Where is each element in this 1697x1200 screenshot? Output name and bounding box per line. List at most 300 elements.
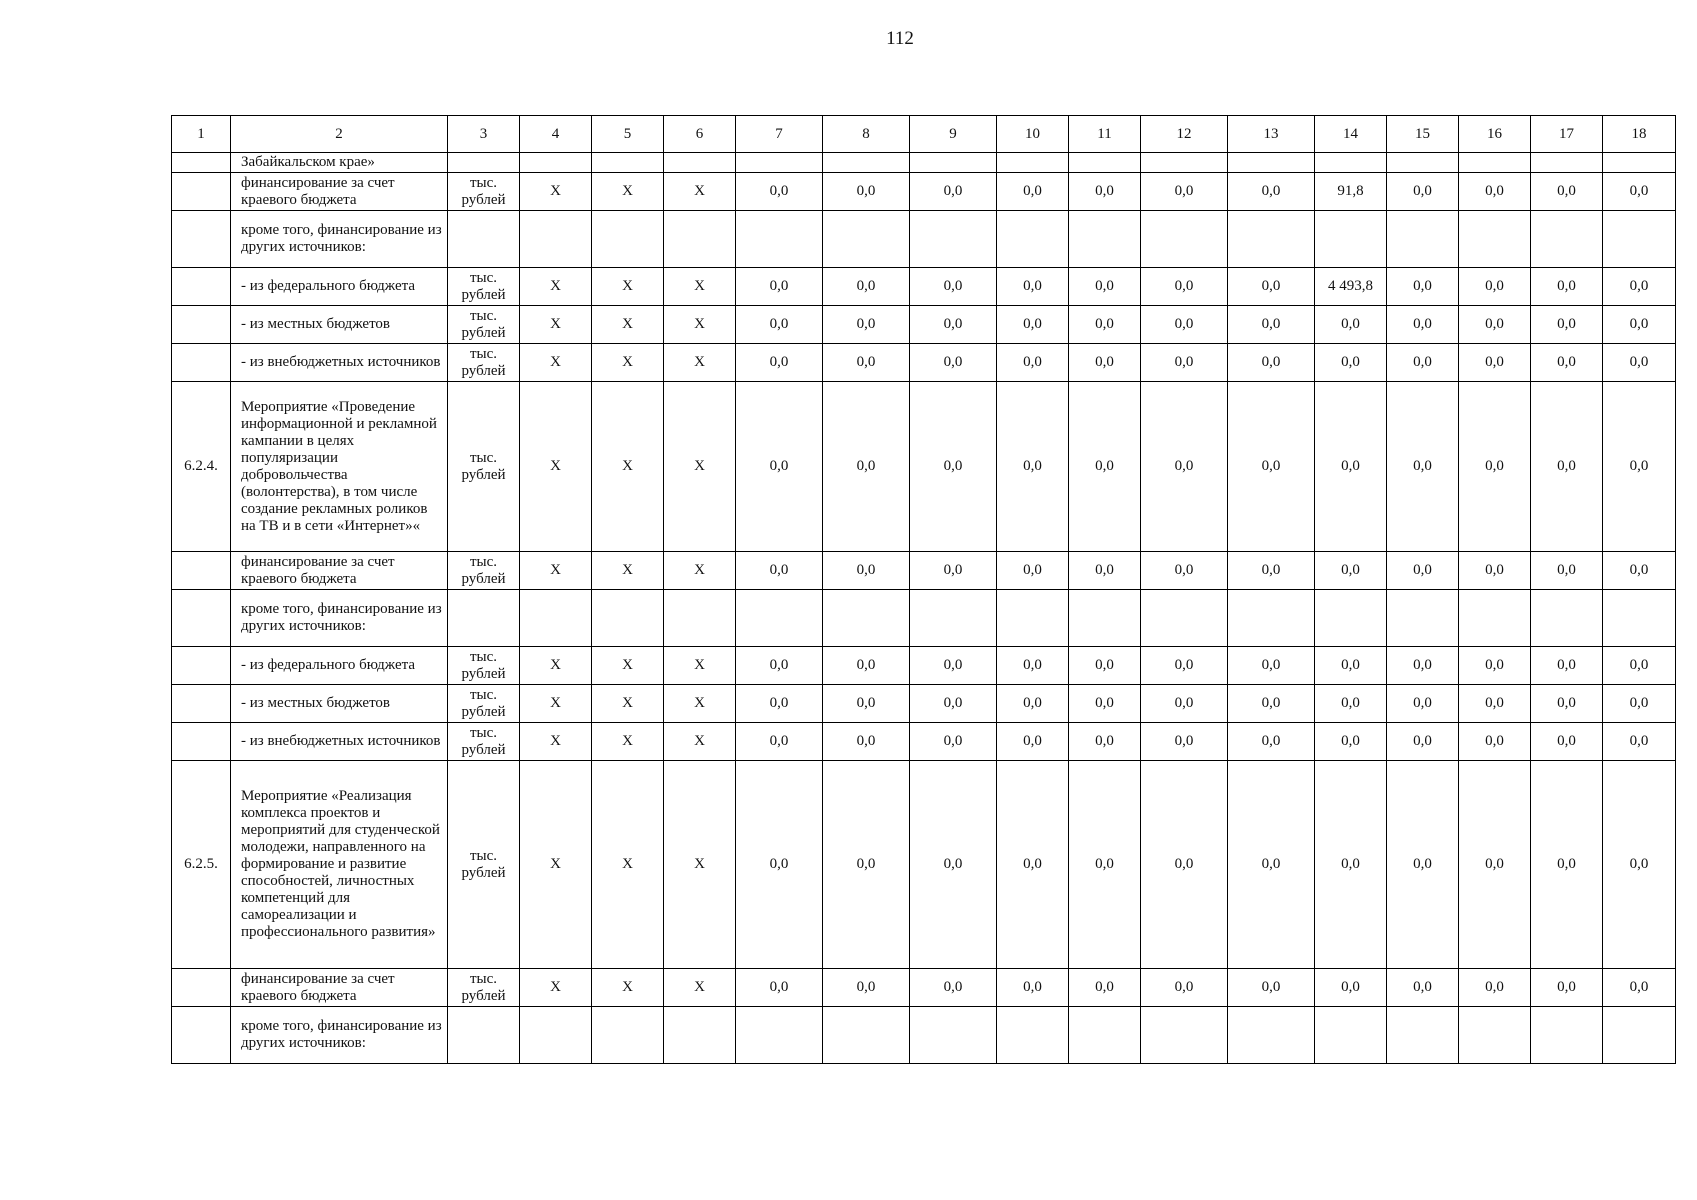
value-cell [823, 211, 910, 268]
value-cell [823, 1007, 910, 1064]
value-cell: 0,0 [1387, 173, 1459, 211]
value-cell: 0,0 [1387, 306, 1459, 344]
unit-cell [448, 211, 520, 268]
item-code-cell [172, 552, 231, 590]
value-cell: 0,0 [1459, 344, 1531, 382]
value-cell: X [664, 382, 736, 552]
column-number-cell: 9 [910, 116, 997, 153]
value-cell [1459, 590, 1531, 647]
value-cell: 0,0 [997, 306, 1069, 344]
unit-cell: тыс. рублей [448, 173, 520, 211]
value-cell: 0,0 [1315, 969, 1387, 1007]
value-cell: 0,0 [736, 344, 823, 382]
item-label-cell: Мероприятие «Реализация комплекса проектов и мероприятий для студенческой молодежи, направленного на формирование и развитие способностей, личностных компетенций для самореализации и профессионального развития» [231, 761, 448, 969]
value-cell: X [520, 268, 592, 306]
value-cell: X [520, 173, 592, 211]
value-cell: 0,0 [1315, 306, 1387, 344]
value-cell [520, 1007, 592, 1064]
value-cell: X [592, 552, 664, 590]
value-cell [1141, 590, 1228, 647]
item-code-cell: 6.2.4. [172, 382, 231, 552]
value-cell: 0,0 [1228, 969, 1315, 1007]
value-cell: 0,0 [1069, 173, 1141, 211]
value-cell: 0,0 [910, 344, 997, 382]
unit-cell: тыс. рублей [448, 382, 520, 552]
value-cell: 0,0 [1387, 268, 1459, 306]
item-label-cell: - из местных бюджетов [231, 685, 448, 723]
budget-table [171, 115, 1676, 1064]
value-cell: 0,0 [1603, 723, 1676, 761]
value-cell: 0,0 [736, 268, 823, 306]
value-cell: X [592, 685, 664, 723]
value-cell: X [520, 723, 592, 761]
value-cell [664, 211, 736, 268]
value-cell: 0,0 [1531, 685, 1603, 723]
value-cell [1459, 153, 1531, 173]
value-cell: X [592, 969, 664, 1007]
value-cell: X [520, 969, 592, 1007]
page-number: 112 [886, 28, 914, 49]
value-cell: 0,0 [823, 723, 910, 761]
value-cell [910, 153, 997, 173]
unit-cell: тыс. рублей [448, 268, 520, 306]
value-cell: X [664, 969, 736, 1007]
value-cell: 91,8 [1315, 173, 1387, 211]
value-cell [664, 590, 736, 647]
value-cell: X [520, 761, 592, 969]
item-label-cell: кроме того, финансирование из других источников: [231, 1007, 448, 1064]
value-cell: 0,0 [736, 552, 823, 590]
value-cell [1387, 153, 1459, 173]
item-code-cell [172, 969, 231, 1007]
item-code-cell [172, 211, 231, 268]
value-cell: 0,0 [1228, 761, 1315, 969]
value-cell [592, 1007, 664, 1064]
value-cell: 0,0 [823, 344, 910, 382]
value-cell: 0,0 [1387, 761, 1459, 969]
value-cell: 0,0 [823, 685, 910, 723]
value-cell [1228, 1007, 1315, 1064]
item-label-cell: Мероприятие «Проведение информационной и рекламной кампании в целях популяризации добровольчества (волонтерства), в том числе создание рекламных роликов на ТВ и в сети «Интернет»« [231, 382, 448, 552]
value-cell [592, 590, 664, 647]
value-cell: 0,0 [910, 685, 997, 723]
value-cell: 4 493,8 [1315, 268, 1387, 306]
value-cell: 0,0 [1459, 685, 1531, 723]
unit-cell: тыс. рублей [448, 344, 520, 382]
value-cell [1315, 211, 1387, 268]
value-cell: 0,0 [1531, 268, 1603, 306]
value-cell [1141, 211, 1228, 268]
value-cell [823, 153, 910, 173]
value-cell: 0,0 [1069, 552, 1141, 590]
value-cell: 0,0 [1069, 382, 1141, 552]
value-cell: 0,0 [1603, 647, 1676, 685]
value-cell: 0,0 [1141, 306, 1228, 344]
value-cell: 0,0 [1459, 969, 1531, 1007]
value-cell: X [592, 268, 664, 306]
value-cell [1459, 1007, 1531, 1064]
column-number-cell: 4 [520, 116, 592, 153]
value-cell: 0,0 [1228, 382, 1315, 552]
column-number-cell: 18 [1603, 116, 1676, 153]
value-cell [997, 153, 1069, 173]
item-label-cell: - из местных бюджетов [231, 306, 448, 344]
item-label-cell: - из внебюджетных источников [231, 344, 448, 382]
value-cell: 0,0 [823, 173, 910, 211]
value-cell: 0,0 [1141, 969, 1228, 1007]
column-number-cell: 7 [736, 116, 823, 153]
value-cell: 0,0 [1603, 552, 1676, 590]
value-cell: 0,0 [1531, 306, 1603, 344]
value-cell: 0,0 [1315, 552, 1387, 590]
value-cell [1228, 211, 1315, 268]
value-cell: X [520, 382, 592, 552]
value-cell: 0,0 [823, 268, 910, 306]
value-cell [1141, 153, 1228, 173]
item-code-cell [172, 723, 231, 761]
table-row [172, 268, 1676, 306]
column-number-row [172, 116, 1676, 153]
value-cell: 0,0 [1603, 761, 1676, 969]
value-cell: 0,0 [910, 306, 997, 344]
value-cell: 0,0 [1141, 647, 1228, 685]
item-label-cell: финансирование за счет краевого бюджета [231, 969, 448, 1007]
value-cell: 0,0 [1315, 723, 1387, 761]
value-cell: 0,0 [1141, 344, 1228, 382]
value-cell [736, 211, 823, 268]
value-cell: 0,0 [1459, 382, 1531, 552]
value-cell: 0,0 [823, 761, 910, 969]
value-cell: 0,0 [1387, 344, 1459, 382]
value-cell: 0,0 [736, 173, 823, 211]
value-cell: 0,0 [1531, 969, 1603, 1007]
value-cell: 0,0 [1459, 552, 1531, 590]
value-cell: 0,0 [823, 306, 910, 344]
value-cell: 0,0 [1228, 685, 1315, 723]
value-cell: 0,0 [736, 969, 823, 1007]
value-cell: 0,0 [997, 268, 1069, 306]
value-cell: X [520, 306, 592, 344]
value-cell: 0,0 [1387, 969, 1459, 1007]
unit-cell: тыс. рублей [448, 685, 520, 723]
value-cell [520, 153, 592, 173]
value-cell: 0,0 [997, 647, 1069, 685]
value-cell: 0,0 [1228, 173, 1315, 211]
value-cell: X [520, 685, 592, 723]
value-cell: 0,0 [997, 685, 1069, 723]
value-cell [1387, 1007, 1459, 1064]
value-cell: 0,0 [1459, 723, 1531, 761]
value-cell: 0,0 [997, 552, 1069, 590]
value-cell: 0,0 [1141, 173, 1228, 211]
unit-cell [448, 153, 520, 173]
item-code-cell [172, 647, 231, 685]
column-number-cell: 13 [1228, 116, 1315, 153]
value-cell: 0,0 [823, 969, 910, 1007]
column-number-cell: 14 [1315, 116, 1387, 153]
table-row [172, 552, 1676, 590]
value-cell: 0,0 [1603, 268, 1676, 306]
table-row [172, 969, 1676, 1007]
value-cell [1069, 590, 1141, 647]
value-cell: 0,0 [1387, 723, 1459, 761]
value-cell: 0,0 [1069, 761, 1141, 969]
value-cell [910, 211, 997, 268]
item-label-cell: финансирование за счет краевого бюджета [231, 173, 448, 211]
value-cell: 0,0 [1141, 268, 1228, 306]
item-label-cell: кроме того, финансирование из других источников: [231, 590, 448, 647]
value-cell: 0,0 [736, 685, 823, 723]
item-code-cell [172, 173, 231, 211]
unit-cell [448, 1007, 520, 1064]
item-label-cell: - из федерального бюджета [231, 647, 448, 685]
value-cell: 0,0 [1228, 647, 1315, 685]
value-cell [1387, 590, 1459, 647]
value-cell: 0,0 [910, 723, 997, 761]
value-cell: 0,0 [1141, 723, 1228, 761]
table-row [172, 723, 1676, 761]
value-cell: 0,0 [1315, 685, 1387, 723]
item-label-cell: - из внебюджетных источников [231, 723, 448, 761]
value-cell: 0,0 [823, 647, 910, 685]
value-cell: 0,0 [1603, 306, 1676, 344]
item-label-cell: кроме того, финансирование из других источников: [231, 211, 448, 268]
value-cell [823, 590, 910, 647]
value-cell [736, 1007, 823, 1064]
table-row [172, 382, 1676, 552]
value-cell [1531, 590, 1603, 647]
value-cell [592, 211, 664, 268]
value-cell: 0,0 [736, 761, 823, 969]
value-cell: 0,0 [997, 173, 1069, 211]
value-cell: X [664, 685, 736, 723]
value-cell: 0,0 [1315, 382, 1387, 552]
value-cell: X [592, 382, 664, 552]
value-cell: 0,0 [1387, 647, 1459, 685]
column-number-cell: 17 [1531, 116, 1603, 153]
value-cell [1069, 1007, 1141, 1064]
value-cell: X [592, 723, 664, 761]
value-cell: 0,0 [1141, 685, 1228, 723]
value-cell: 0,0 [1228, 723, 1315, 761]
table-row [172, 1007, 1676, 1064]
unit-cell: тыс. рублей [448, 647, 520, 685]
unit-cell: тыс. рублей [448, 723, 520, 761]
unit-cell [448, 590, 520, 647]
value-cell [1603, 153, 1676, 173]
value-cell: 0,0 [1069, 723, 1141, 761]
value-cell: 0,0 [1459, 306, 1531, 344]
column-number-cell: 1 [172, 116, 231, 153]
value-cell: X [664, 761, 736, 969]
value-cell: 0,0 [997, 382, 1069, 552]
value-cell: 0,0 [1531, 723, 1603, 761]
item-code-cell [172, 268, 231, 306]
value-cell: 0,0 [1531, 344, 1603, 382]
value-cell: 0,0 [736, 723, 823, 761]
unit-cell: тыс. рублей [448, 969, 520, 1007]
value-cell [910, 590, 997, 647]
table-row [172, 306, 1676, 344]
value-cell [664, 153, 736, 173]
value-cell: 0,0 [1228, 268, 1315, 306]
value-cell: 0,0 [1531, 761, 1603, 969]
value-cell: 0,0 [1459, 268, 1531, 306]
value-cell: X [664, 723, 736, 761]
value-cell: 0,0 [1069, 969, 1141, 1007]
value-cell [1603, 211, 1676, 268]
item-label-cell: финансирование за счет краевого бюджета [231, 552, 448, 590]
value-cell: 0,0 [736, 306, 823, 344]
column-number-cell: 12 [1141, 116, 1228, 153]
value-cell: X [520, 647, 592, 685]
value-cell: X [520, 344, 592, 382]
item-label-cell: - из федерального бюджета [231, 268, 448, 306]
value-cell: 0,0 [1069, 268, 1141, 306]
value-cell: 0,0 [997, 969, 1069, 1007]
value-cell [1228, 590, 1315, 647]
table-row [172, 647, 1676, 685]
item-label-cell: Забайкальском крае» [231, 153, 448, 173]
value-cell [520, 590, 592, 647]
value-cell: 0,0 [736, 382, 823, 552]
value-cell: 0,0 [1603, 969, 1676, 1007]
value-cell: 0,0 [1531, 647, 1603, 685]
value-cell: 0,0 [1531, 552, 1603, 590]
value-cell: 0,0 [1603, 173, 1676, 211]
value-cell: 0,0 [1387, 552, 1459, 590]
column-number-cell: 15 [1387, 116, 1459, 153]
column-number-cell: 5 [592, 116, 664, 153]
value-cell: X [592, 344, 664, 382]
unit-cell: тыс. рублей [448, 761, 520, 969]
item-code-cell: 6.2.5. [172, 761, 231, 969]
table-row [172, 153, 1676, 173]
value-cell: 0,0 [1228, 552, 1315, 590]
value-cell: 0,0 [1531, 382, 1603, 552]
value-cell: 0,0 [1228, 344, 1315, 382]
value-cell [1228, 153, 1315, 173]
value-cell: 0,0 [1141, 552, 1228, 590]
value-cell: 0,0 [1603, 382, 1676, 552]
value-cell [1069, 153, 1141, 173]
value-cell: 0,0 [910, 382, 997, 552]
value-cell: 0,0 [1141, 761, 1228, 969]
unit-cell: тыс. рублей [448, 552, 520, 590]
value-cell [1315, 590, 1387, 647]
value-cell [997, 590, 1069, 647]
value-cell: 0,0 [1459, 173, 1531, 211]
column-number-cell: 8 [823, 116, 910, 153]
value-cell [1315, 1007, 1387, 1064]
value-cell: X [664, 173, 736, 211]
value-cell [736, 590, 823, 647]
table-row [172, 344, 1676, 382]
item-code-cell [172, 153, 231, 173]
value-cell [1141, 1007, 1228, 1064]
column-number-cell: 3 [448, 116, 520, 153]
value-cell: 0,0 [1459, 761, 1531, 969]
value-cell: 0,0 [910, 969, 997, 1007]
value-cell [910, 1007, 997, 1064]
table-row [172, 173, 1676, 211]
value-cell [736, 153, 823, 173]
column-number-cell: 10 [997, 116, 1069, 153]
value-cell: 0,0 [823, 382, 910, 552]
table-row [172, 761, 1676, 969]
value-cell: X [592, 306, 664, 344]
value-cell: 0,0 [910, 552, 997, 590]
value-cell: 0,0 [1141, 382, 1228, 552]
table-row [172, 685, 1676, 723]
value-cell: 0,0 [910, 761, 997, 969]
value-cell [592, 153, 664, 173]
value-cell: 0,0 [1315, 344, 1387, 382]
value-cell: X [592, 173, 664, 211]
column-number-cell: 2 [231, 116, 448, 153]
value-cell [1531, 153, 1603, 173]
item-code-cell [172, 306, 231, 344]
value-cell [1459, 211, 1531, 268]
value-cell: 0,0 [997, 344, 1069, 382]
value-cell: X [664, 344, 736, 382]
value-cell: X [592, 647, 664, 685]
value-cell: 0,0 [1069, 306, 1141, 344]
value-cell: 0,0 [1069, 647, 1141, 685]
value-cell: X [664, 306, 736, 344]
column-number-cell: 16 [1459, 116, 1531, 153]
value-cell: 0,0 [823, 552, 910, 590]
value-cell: 0,0 [1603, 685, 1676, 723]
value-cell: 0,0 [910, 173, 997, 211]
value-cell: 0,0 [1069, 344, 1141, 382]
value-cell: X [520, 552, 592, 590]
value-cell: X [592, 761, 664, 969]
value-cell [520, 211, 592, 268]
value-cell: 0,0 [1387, 685, 1459, 723]
value-cell: 0,0 [1459, 647, 1531, 685]
value-cell [1603, 590, 1676, 647]
value-cell [1531, 1007, 1603, 1064]
value-cell [997, 1007, 1069, 1064]
value-cell: 0,0 [997, 761, 1069, 969]
value-cell: 0,0 [1315, 647, 1387, 685]
value-cell: 0,0 [1315, 761, 1387, 969]
value-cell [997, 211, 1069, 268]
value-cell [1069, 211, 1141, 268]
value-cell: 0,0 [1603, 344, 1676, 382]
value-cell: 0,0 [997, 723, 1069, 761]
value-cell: 0,0 [736, 647, 823, 685]
value-cell [1603, 1007, 1676, 1064]
value-cell: X [664, 647, 736, 685]
value-cell [664, 1007, 736, 1064]
item-code-cell [172, 1007, 231, 1064]
value-cell: X [664, 552, 736, 590]
column-number-cell: 6 [664, 116, 736, 153]
value-cell: 0,0 [1228, 306, 1315, 344]
value-cell: X [664, 268, 736, 306]
value-cell: 0,0 [1069, 685, 1141, 723]
value-cell: 0,0 [1531, 173, 1603, 211]
value-cell [1387, 211, 1459, 268]
table-row [172, 211, 1676, 268]
table-row [172, 590, 1676, 647]
item-code-cell [172, 685, 231, 723]
value-cell [1315, 153, 1387, 173]
item-code-cell [172, 590, 231, 647]
value-cell: 0,0 [1387, 382, 1459, 552]
